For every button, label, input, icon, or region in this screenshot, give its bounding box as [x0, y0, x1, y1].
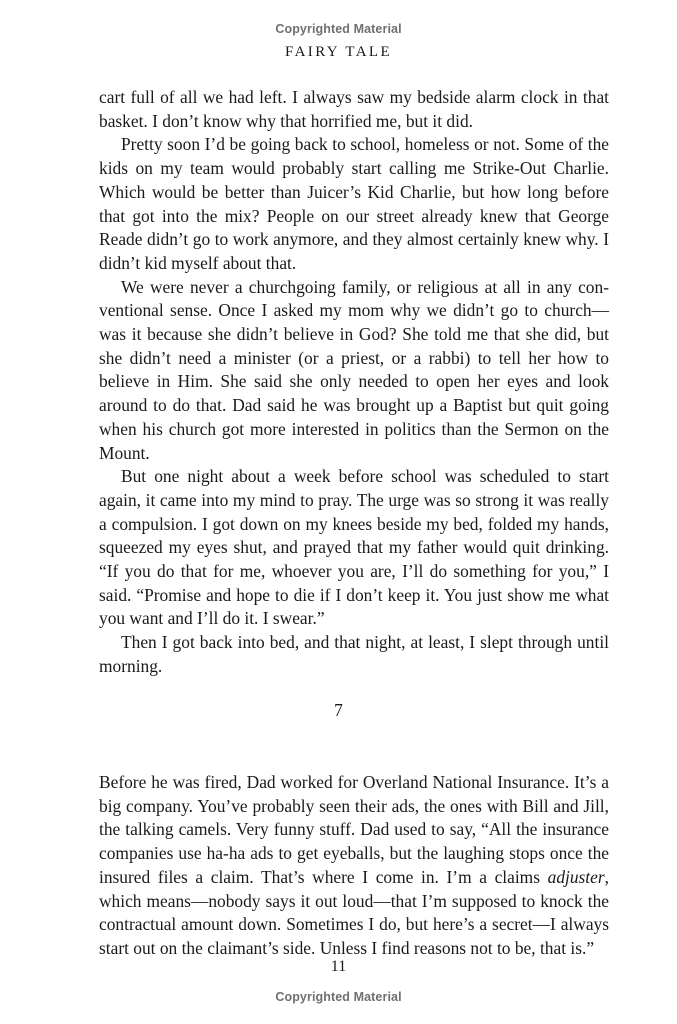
- paragraph: cart full of all we had left. I always saw my bedside alarm clock in that basket. I don’t know why that horrified me, but it did.: [99, 87, 609, 131]
- paragraph: Before he was fired, Dad worked for Overland National Insurance. It’s a big company. You’ve probably seen their ads, the ones with Bill and Jill, the talking camels. Very funny stuff. Dad used to say, “All the insurance companies use ha-ha ads to get eyeballs, but the laughing stops once the insured files a claim. That’s where I come in. I’m a claims adjuster, which means—nobody says it out loud—that I’m supposed to knock the contractual amount down. Sometimes I do, but here’s a secret—I always start out on the claimant’s side. Unless I find reasons not to be, that is.”: [99, 772, 609, 958]
- paragraph: Pretty soon I’d be going back to school, homeless or not. Some of the kids on my team would probably start calling me Strike-Out Charlie. Which would be better than Juicer’s Kid Charlie, but how long before that got into the mix? People on our street already knew that George Reade didn’t go to work anymore, and they almost certainly knew why. I didn’t kid myself about that.: [99, 134, 609, 273]
- chapter-number: 7: [334, 700, 343, 720]
- running-head: FAIRY TALE: [284, 44, 393, 60]
- copyright-watermark-top: Copyrighted Material: [275, 22, 402, 36]
- page-number: 11: [330, 958, 347, 975]
- chapter-opening-text: [99, 771, 609, 961]
- paragraph: But one night about a week before school was scheduled to start again, it came into my mind to pray. The urge was so strong it was really a compulsion. I got down on my knees beside my bed, folded my hands, squeezed my eyes shut, and prayed that my father would quit drinking. “If you do that for me, whoever you are, I’ll do something for you,” I said. “Promise and hope to die if I don’t keep it. You just show me what you want and I’ll do it. I swear.”: [99, 466, 609, 629]
- body-text-section: [99, 86, 609, 679]
- copyright-watermark-bottom: Copyrighted Material: [275, 990, 402, 1004]
- paragraph: We were never a churchgoing family, or religious at all in any con-ventional sense. Once I asked my mom why we didn’t go to church—was it because she didn’t believe in God? She told me that she did, but she didn’t need a minister (or a priest, or a rabbi) to tell her how to believe in Him. She said she only needed to open her eyes and look around to do that. Dad said he was brought up a Baptist but quit going when his church got more interested in politics than the Sermon on the Mount.: [99, 276, 609, 463]
- paragraph: Then I got back into bed, and that night, at least, I slept through until morning.: [99, 632, 609, 676]
- italic-emphasis: adjuster: [547, 866, 605, 887]
